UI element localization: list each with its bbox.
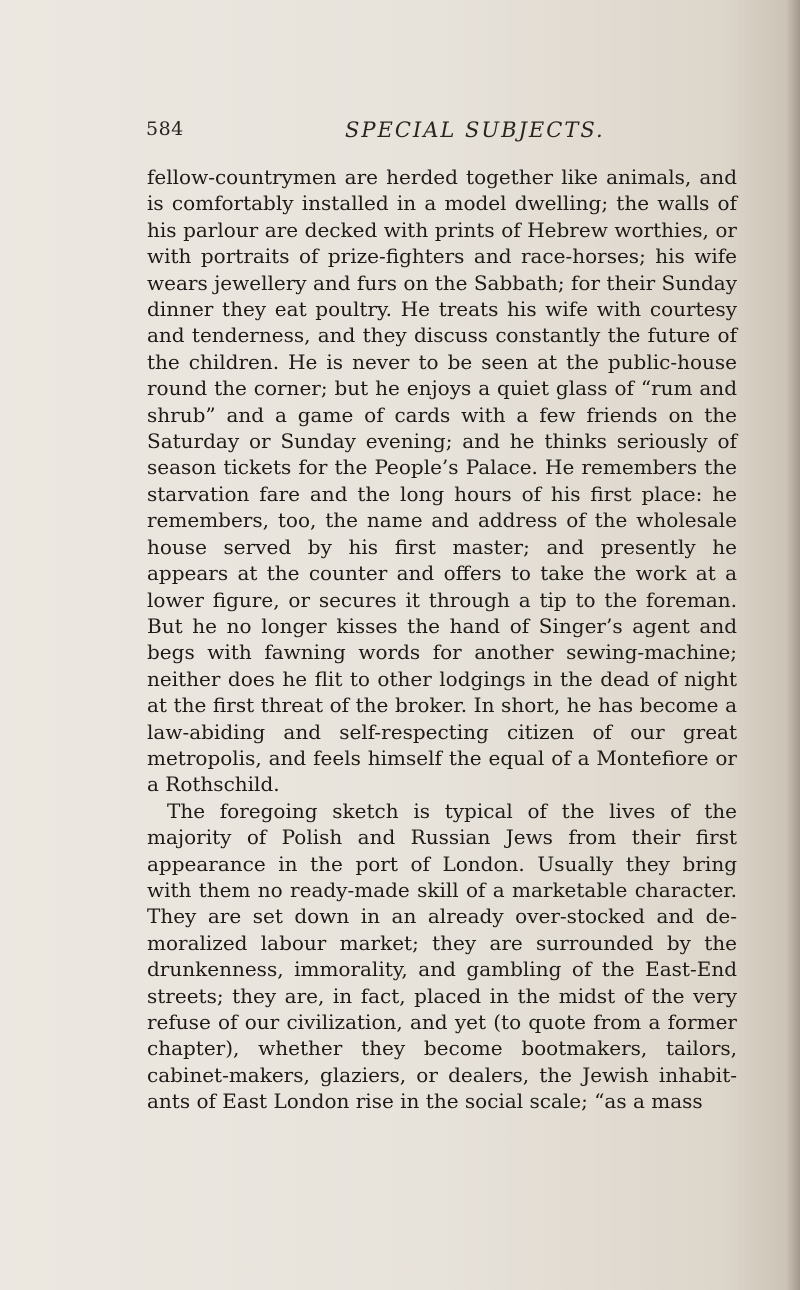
paragraph-continued: fellow-countrymen are herded together like animals, and is comfortably installed in a model dwelling; the walls of his parlour are decked with prints of Hebrew worthies, or with portraits of prize-fighters and race-horses; his wife wears jewellery and furs on the Sabbath; for their Sunday dinner they eat poultry. He treats his wife with courtesy and tenderness, and they discuss constantly the future of the children. He is never to be seen at the public-house round the corner; but he enjoys a quiet glass of “rum and shrub” and a game of cards with a few friends on the Saturday or Sunday evening; and he thinks seriously of season tickets for the People’s Palace. He remembers the starvation fare and the long hours of his first place: he remembers, too, the name and address of the wholesale house served by his first master; and presently he appears at the counter and offers to take the work at a lower figure, or secures it through a tip to the foreman. But he no longer kisses the hand of Singer’s agent and begs with fawning words for another sewing-machine; neither does he flit to other lodgings in the dead of night at the first threat of the broker. In short, he has become a law-abiding and self-respecting citizen of our great metropolis, and feels himself the equal of a Montefiore or a Rothschild. xyxy=(147,165,737,797)
paragraph-foregoing-sketch: The foregoing sketch is typical of the lives of the majority of Polish and Russian Jews from their first appearance in the port of London. Usually they bring with them no ready-made skill of a marketable character. They are set down in an already over-stocked and de-moralized labour market; they are surrounded by the drunkenness, immorality, and gambling of the East-End streets; they are, in fact, placed in the midst of the very refuse of our civilization, and yet (to quote from a former chapter), whether they become bootmakers, tailors, cabinet-makers, glaziers, or dealers, the Jewish inhabit-ants of East London rise in the social scale; “as a mass xyxy=(147,798,737,1114)
body-text xyxy=(147,164,737,1115)
running-title: SPECIAL SUBJECTS. xyxy=(345,118,605,142)
page-edge-shadow xyxy=(786,0,800,1290)
page-number: 584 xyxy=(146,118,184,140)
page-header xyxy=(0,118,800,148)
